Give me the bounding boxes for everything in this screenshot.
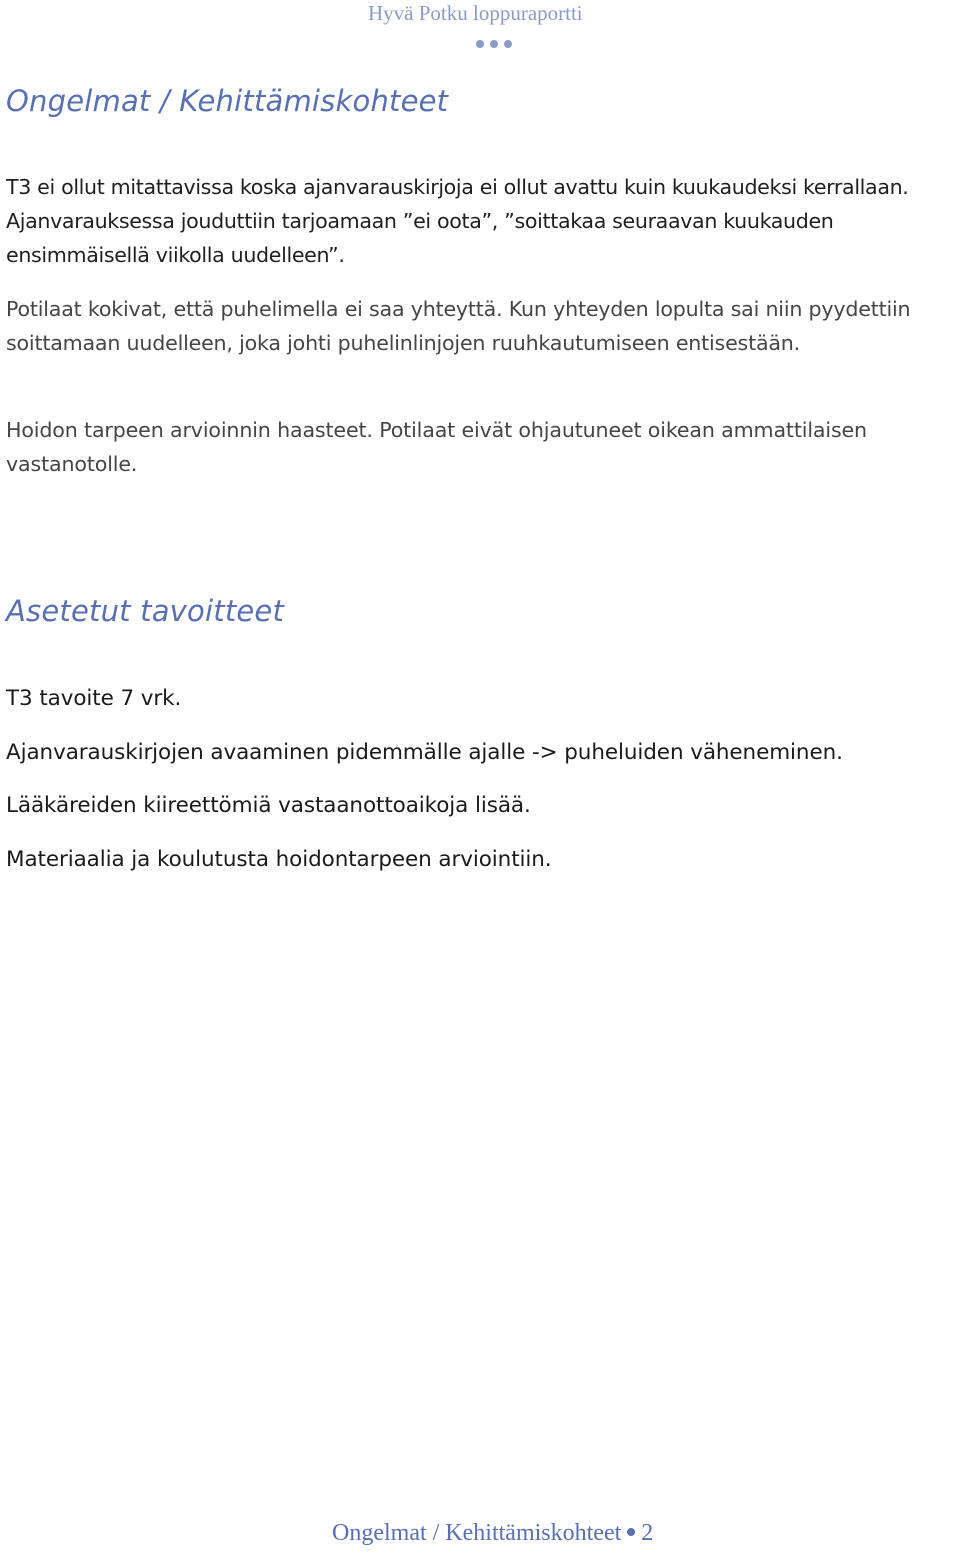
header-dots-ornament [476, 40, 512, 48]
dot-icon [476, 40, 484, 48]
goal-item-2: Ajanvarauskirjojen avaaminen pidemmälle ajalle -> puheluiden väheneminen. [6, 740, 843, 765]
problems-heading: Ongelmat / Kehittämiskohteet [6, 84, 449, 118]
goal-item-1: T3 tavoite 7 vrk. [6, 686, 182, 711]
dot-icon [490, 40, 498, 48]
page-footer [332, 1518, 653, 1548]
footer-section-name: Ongelmat / Kehittämiskohteet [332, 1520, 622, 1546]
problems-paragraph-2: Potilaat kokivat, että puhelimella ei saa yhteyttä. Kun yhteyden lopulta sai niin pyydettiin soittamaan uudelleen, joka johti puhelinlinjojen ruuhkautumiseen entisestään. [6, 297, 911, 355]
goal-item-3: Lääkäreiden kiireettömiä vastaanottoaikoja lisää. [6, 793, 531, 818]
report-title: Hyvä Potku loppuraportti [368, 1, 583, 25]
dot-icon [504, 40, 512, 48]
bullet-icon [627, 1528, 635, 1536]
problems-paragraph-1: T3 ei ollut mitattavissa koska ajanvarauskirjoja ei ollut avattu kuin kuukaudeksi kerrallaan. Ajanvarauksessa jouduttiin tarjoamaan ”ei oota”, ”soittakaa seuraavan kuukauden ensimmäisellä viikolla uudelleen”. [6, 175, 909, 267]
goal-item-4: Materiaalia ja koulutusta hoidontarpeen arviointiin. [6, 847, 552, 872]
problems-paragraph-3: Hoidon tarpeen arvioinnin haasteet. Potilaat eivät ohjautuneet oikean ammattilaisen vastanotolle. [6, 418, 867, 476]
page-number: 2 [641, 1520, 654, 1546]
goals-heading: Asetetut tavoitteet [6, 594, 285, 628]
